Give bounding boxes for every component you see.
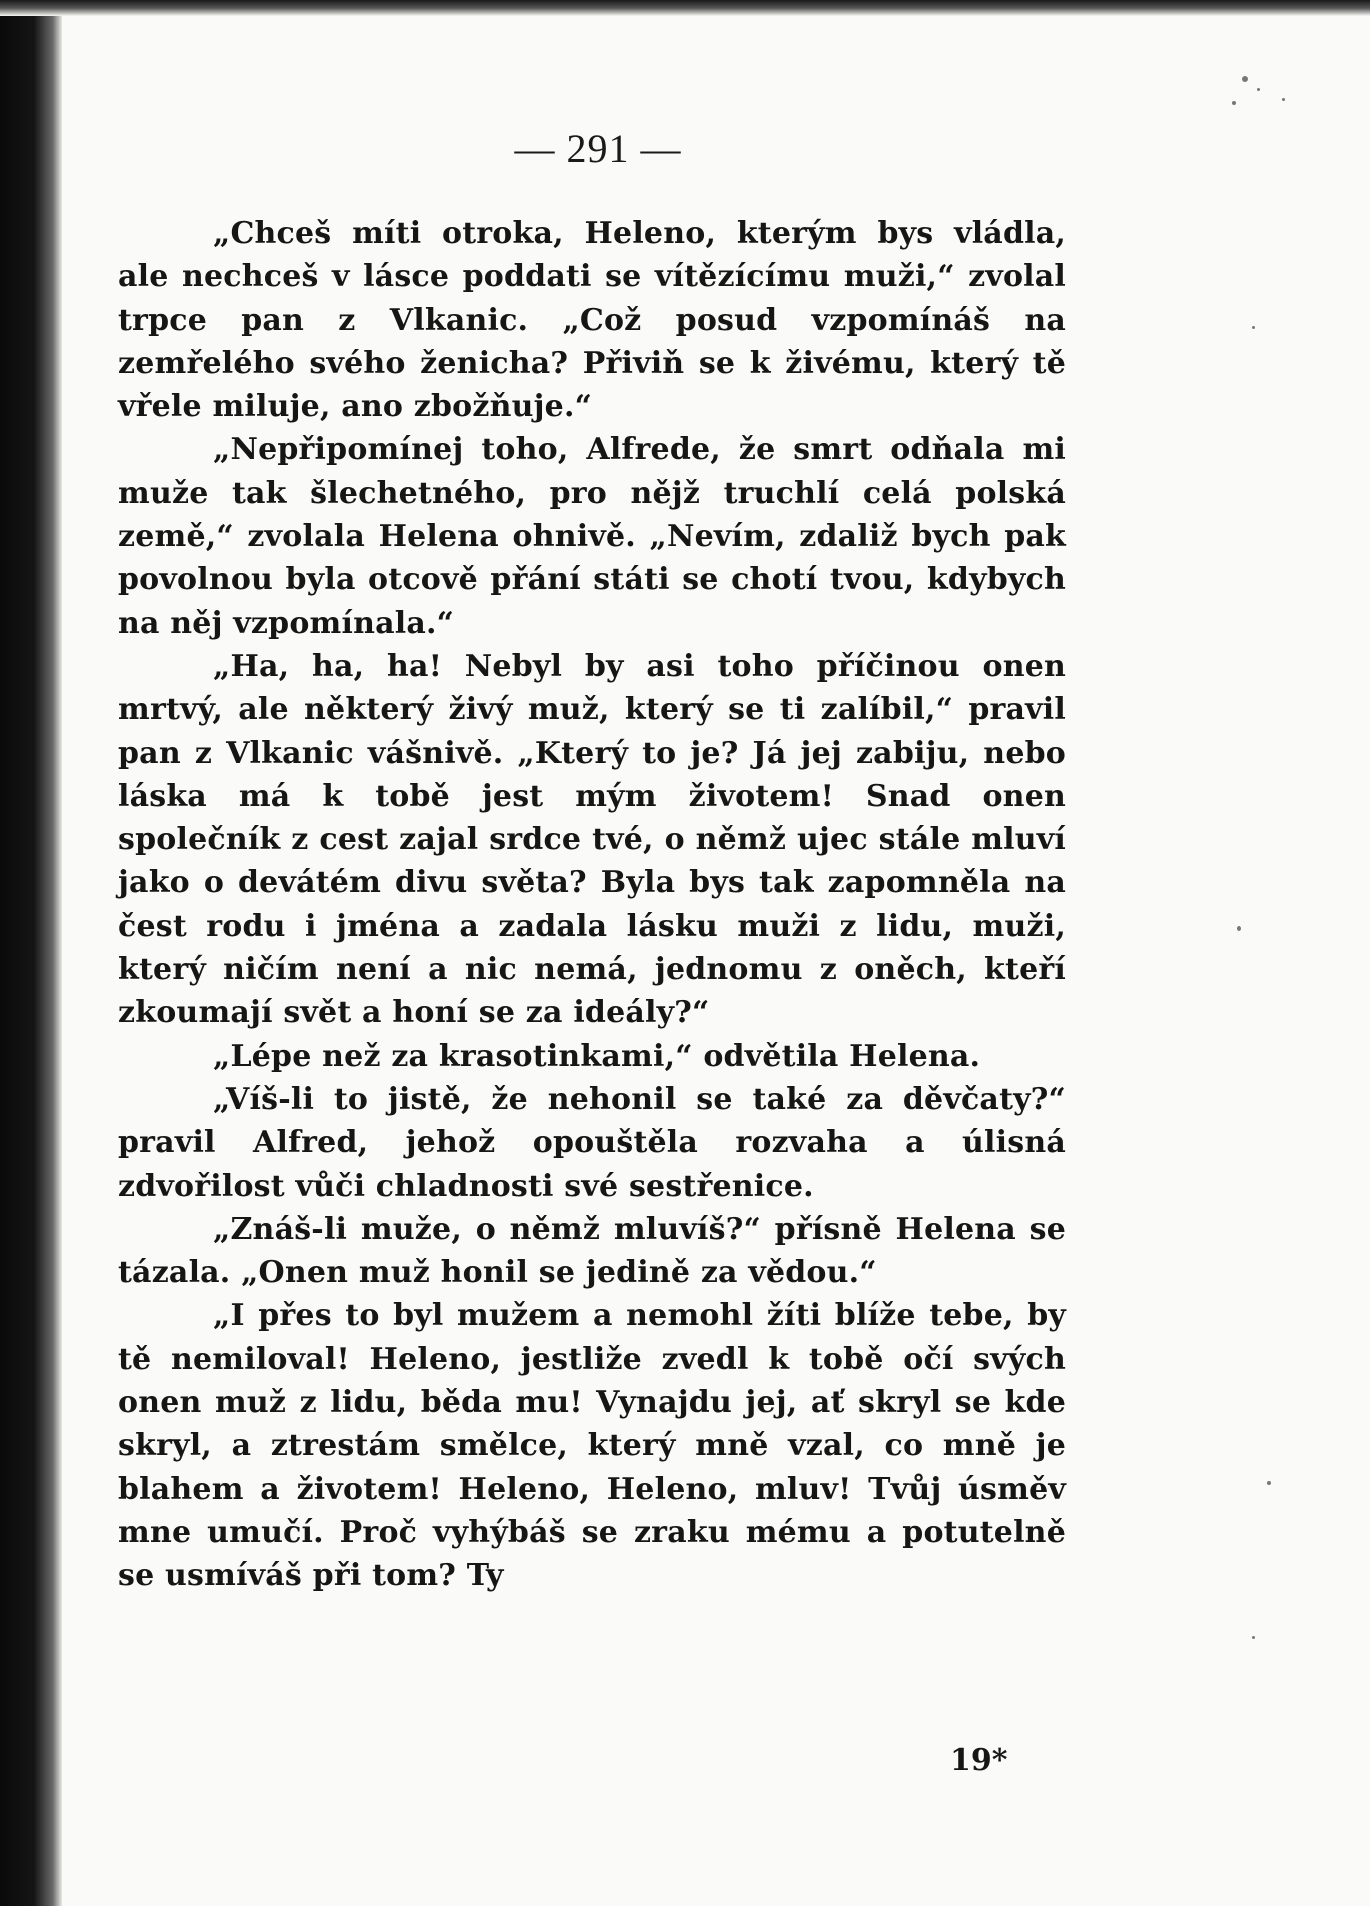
printer-signature-mark: 19* [950, 1743, 1008, 1778]
page-number: — 291 — [514, 126, 682, 171]
paper-speck [1267, 1481, 1271, 1485]
body-text [118, 212, 1066, 1598]
paper-speck [1242, 76, 1248, 82]
paper-speck [1252, 1636, 1255, 1639]
book-binding-shadow [0, 0, 62, 1906]
paragraph: „Chceš míti otroka, Heleno, kterým bys vládla, ale nechceš v lásce poddati se vítězícímu muži,“ zvolal trpce pan z Vlkanic. „Což posud vzpomínáš na zemřelého svého ženicha? Přiviň se k živému, který tě vřele miluje, ano zbožňuje.“ [118, 216, 1066, 425]
paper-speck [1237, 926, 1241, 931]
paper-speck [1252, 326, 1255, 329]
paragraph: „Lépe než za krasotinkami,“ odvětila Helena. [213, 1038, 981, 1074]
paper-speck [1232, 101, 1236, 105]
paragraph: „Nepřipomínej toho, Alfrede, že smrt odňala mi muže tak šlechetného, pro nějž truchlí celá polská země,“ zvolala Helena ohnivě. „Nevím, zdaliž bych pak povolnou byla otcově přání státi se chotí tvou, kdybych na něj vzpomínala.“ [118, 432, 1066, 641]
top-scan-edge [0, 0, 1370, 16]
paper-speck [1282, 98, 1285, 101]
paragraph: „Ha, ha, ha! Nebyl by asi toho příčinou onen mrtvý, ale některý živý muž, který se ti zalíbil,“ pravil pan z Vlkanic vášnivě. „Který to je? Já jej zabiju, nebo láska má k tobě jest mým životem! Snad onen společník z cest zajal srdce tvé, o němž ujec stále mluví jako o devátém divu světa? Byla bys tak zapomněla na čest rodu i jména a zadala lásku muži z lidu, muži, který ničím není a nic nemá, jednomu z oněch, kteří zkoumají svět a honí se za ideály?“ [118, 648, 1066, 1031]
paragraph: „Víš-li to jistě, že nehonil se také za děvčaty?“ pravil Alfred, jehož opouštěla rozvaha a úlisná zdvořilost vůči chladnosti své sestřenice. [118, 1081, 1066, 1204]
paragraph: „I přes to byl mužem a nemohl žíti blíže tebe, by tě nemiloval! Heleno, jestliže zvedl k tobě očí svých onen muž z lidu, běda mu! Vynajdu jej, ať skryl se kde skryl, a ztrestám smělce, který mně vzal, co mně je blahem a životem! Heleno, Heleno, mluv! Tvůj úsměv mne umučí. Proč vyhýbáš se zraku mému a potutelně se usmíváš při tom? Ty [118, 1298, 1066, 1594]
paper-speck [1257, 88, 1260, 91]
paragraph: „Znáš-li muže, o němž mluvíš?“ přísně Helena se tázala. „Onen muž honil se jedině za vědou.“ [118, 1211, 1066, 1291]
